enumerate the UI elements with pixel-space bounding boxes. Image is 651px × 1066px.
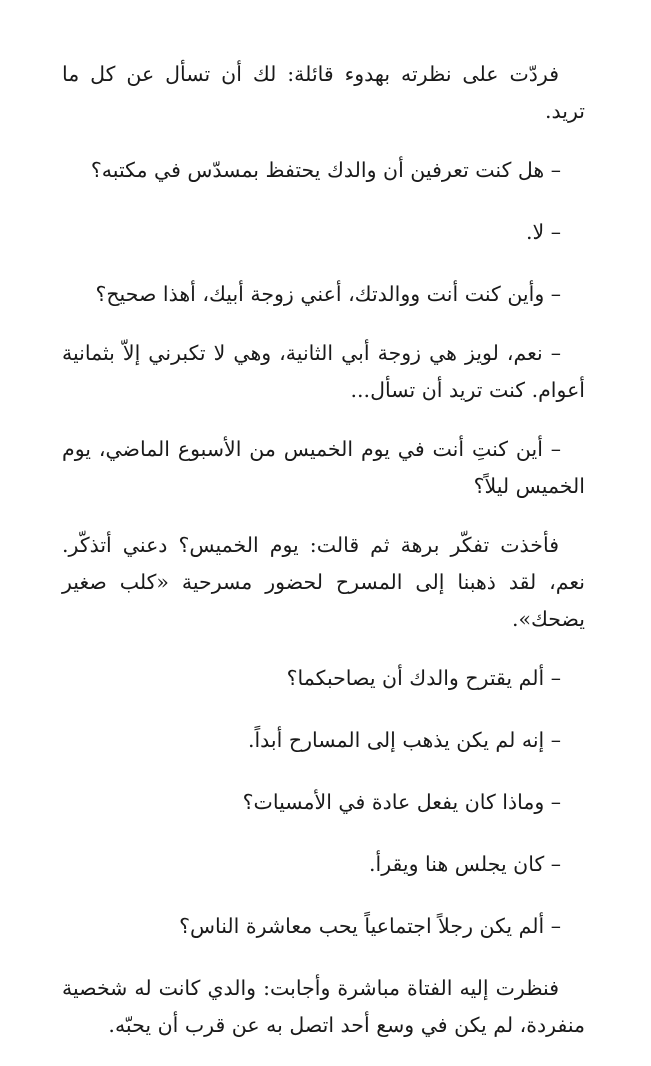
dialogue-line: – ألم يكن رجلاً اجتماعياً يحب معاشرة الناس؟: [179, 914, 561, 938]
dialogue-line: – ألم يقترح والدك أن يصاحبكما؟: [286, 666, 561, 690]
page-text: [62, 56, 585, 1066]
dialogue-line: – نعم، لويز هي زوجة أبي الثانية، وهي لا تكبرني إلاّ بثمانية أعوام. كنت تريد أن تسأل...: [62, 341, 585, 402]
dialogue-line: – وماذا كان يفعل عادة في الأمسيات؟: [242, 790, 561, 814]
dialogue-line: – إنه لم يكن يذهب إلى المسارح أبداً.: [247, 728, 561, 752]
dialogue-line: – لا.: [526, 220, 561, 244]
dialogue-line: – كان يجلس هنا ويقرأ.: [369, 852, 561, 876]
dialogue-line: – أين كنتِ أنت في يوم الخميس من الأسبوع الماضي، يوم الخميس ليلاً؟: [62, 437, 585, 498]
paragraph: فأخذت تفكّر برهة ثم قالت: يوم الخميس؟ دعني أتذكّر. نعم، لقد ذهبنا إلى المسرح لحضور مسرحية «كلب صغير يضحك».: [62, 533, 585, 631]
dialogue-line: – وأين كنت أنت ووالدتك، أعني زوجة أبيك، أهذا صحيح؟: [95, 282, 561, 306]
paragraph: فردّت على نظرته بهدوء قائلة: لك أن تسأل عن كل ما تريد.: [62, 62, 585, 123]
dialogue-line: – هل كنت تعرفين أن والدك يحتفظ بمسدّس في مكتبه؟: [90, 158, 561, 182]
paragraph: فنظرت إليه الفتاة مباشرة وأجابت: والدي كانت له شخصية منفردة، لم يكن في وسع أحد اتصل به عن قرب أن يحبّه.: [62, 976, 585, 1037]
